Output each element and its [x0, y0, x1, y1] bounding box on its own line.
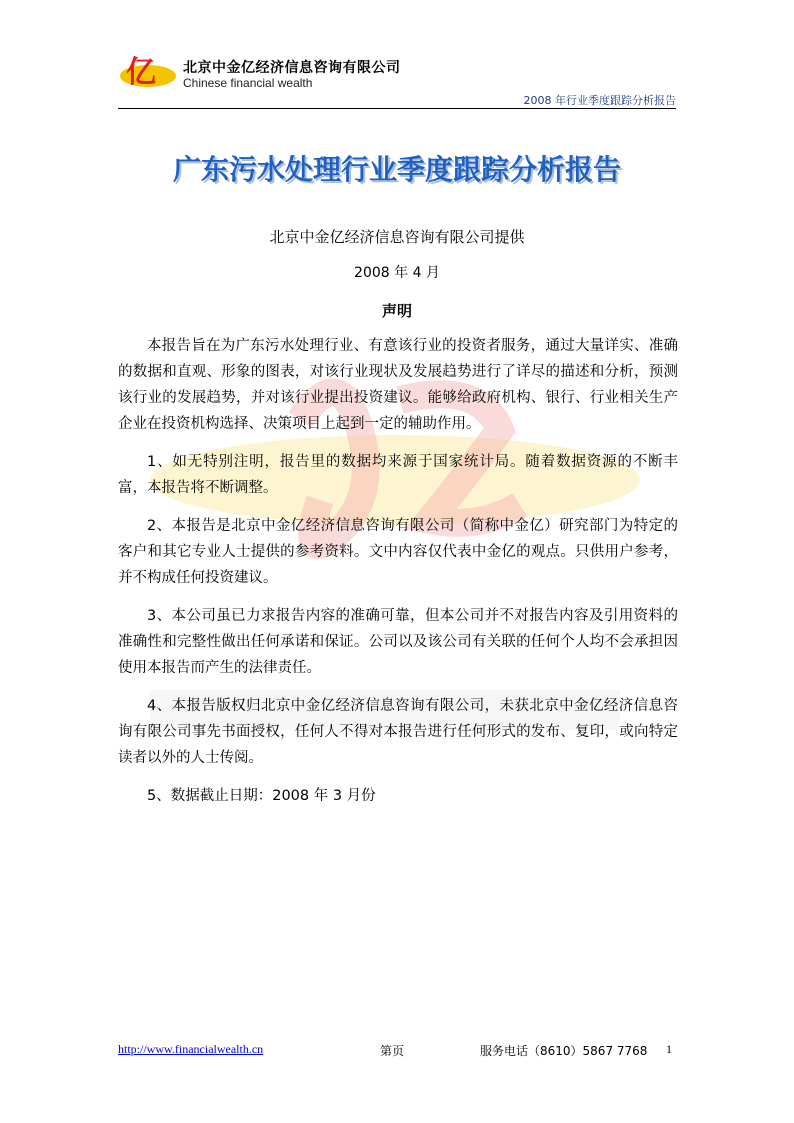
- service-phone: 服务电话（8610）5867 7768: [480, 1044, 648, 1058]
- paragraph-4: 4、本报告版权归北京中金亿经济信息咨询有限公司，未获北京中金亿经济信息咨询有限公司事先书面授权，任何人不得对本报告进行任何形式的发布、复印，或向特定读者以外的人士传阅。: [118, 698, 678, 766]
- paragraph-5: 5、数据截止日期：2008 年 3 月份: [147, 788, 376, 804]
- page-number: 1: [666, 1042, 672, 1056]
- page-label: 第页: [380, 1044, 405, 1058]
- declaration-heading: 声明: [381, 302, 412, 320]
- page-header: [118, 52, 676, 109]
- company-name-en: Chinese financial wealth: [183, 76, 313, 90]
- logo-glyph: 亿: [126, 55, 156, 90]
- document-title: 广东污水处理行业季度跟踪分析报告: [172, 153, 621, 186]
- declaration-body: [118, 333, 678, 821]
- paragraph-1: 1、如无特别注明，报告里的数据均来源于国家统计局。随着数据资源的不断丰富，本报告将不断调整。: [118, 454, 678, 496]
- paragraph-3: 3、本公司虽已力求报告内容的准确可靠，但本公司并不对报告内容及引用资料的准确性和完整性做出任何承诺和保证。公司以及该公司有关联的任何个人均不会承担因使用本报告而产生的法律责任。: [118, 608, 678, 676]
- page-footer: [118, 1042, 678, 1062]
- company-name-cn: 北京中金亿经济信息咨询有限公司: [183, 60, 401, 76]
- report-tag: 2008 年行业季度跟踪分析报告: [523, 94, 676, 107]
- header-divider: [118, 108, 676, 109]
- website-link[interactable]: http://www.financialwealth.cn: [118, 1042, 264, 1056]
- report-date: 2008 年 4 月: [354, 265, 440, 281]
- paragraph-intro: 本报告旨在为广东污水处理行业、有意该行业的投资者服务，通过大量详实、准确的数据和直观、形象的图表，对该行业现状及发展趋势进行了详尽的描述和分析，预测该行业的发展趋势，并对该行业提出投资建议。能够给政府机构、银行、行业相关生产企业在投资机构选择、决策项目上起到一定的辅助作用。: [118, 338, 678, 432]
- company-logo: [118, 52, 178, 92]
- paragraph-2: 2、本报告是北京中金亿经济信息咨询有限公司（简称中金亿）研究部门为特定的客户和其它专业人士提供的参考资料。文中内容仅代表中金亿的观点。只供用户参考，并不构成任何投资建议。: [118, 518, 678, 586]
- provider-line: 北京中金亿经济信息咨询有限公司提供: [269, 228, 525, 246]
